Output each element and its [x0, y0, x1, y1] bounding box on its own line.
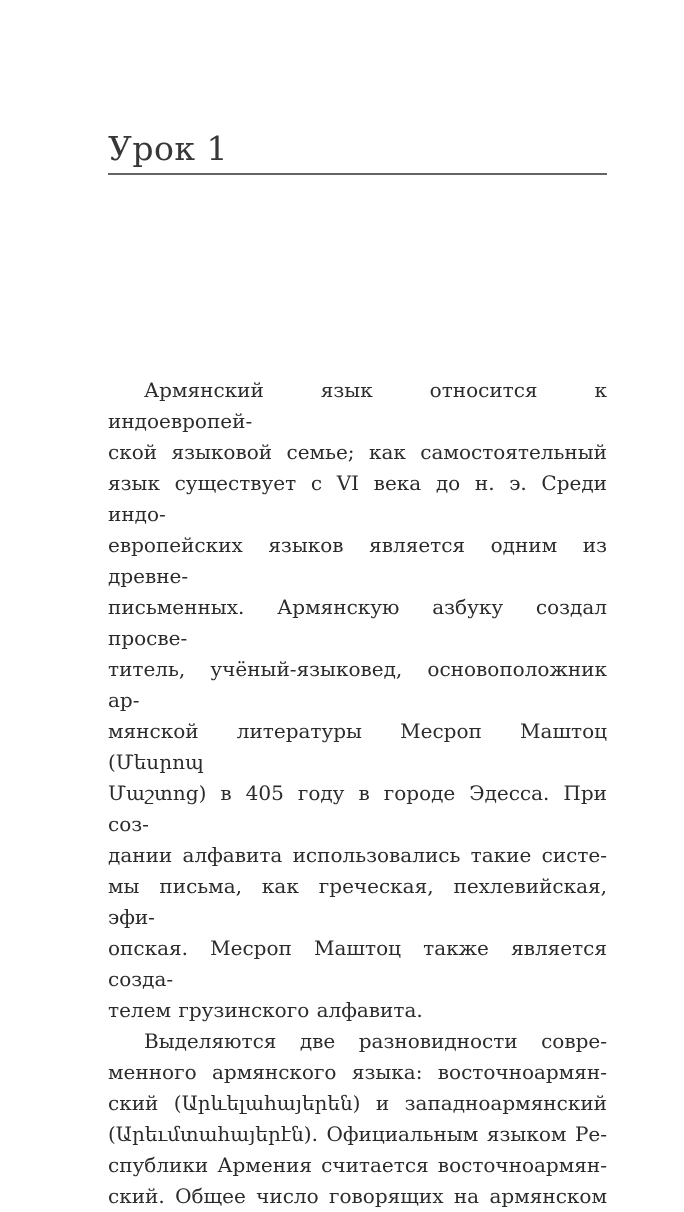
text-line: мянской литературы Месроп Маштоц (Մեսրոպ [108, 719, 607, 774]
header-rule [108, 173, 607, 175]
text-line: дании алфавита использовались такие систе- [108, 843, 607, 867]
text-line: (Արեւմտահայերէն). Официальным языком Ре- [108, 1122, 607, 1146]
text-line: менного армянского языка: восточноармян- [108, 1060, 607, 1084]
text-line: Выделяются две разновидности совре- [144, 1029, 607, 1053]
page-body [108, 375, 607, 1212]
text-line: ский. Общее число говорящих на армянском [108, 1184, 607, 1208]
text-line: письменных. Армянскую азбуку создал просве- [108, 595, 607, 650]
text-line: телем грузинского алфавита. [108, 998, 423, 1022]
lesson-header [108, 130, 607, 175]
text-line: ский (Արևելահայերեն) и западноармянский [108, 1091, 607, 1115]
page-title: Урок 1 [108, 129, 228, 168]
text-line: Армянский язык относится к индоевропей- [108, 378, 607, 433]
text-line: мы письма, как греческая, пехлевийская, эфи- [108, 874, 607, 929]
text-line: Մաշտոց) в 405 году в городе Эдесса. При соз- [108, 781, 607, 836]
text-line: титель, учёный-языковед, основоположник ар- [108, 657, 607, 712]
text-line: язык существует с VI века до н. э. Среди индо- [108, 471, 607, 526]
text-line: европейских языков является одним из древне- [108, 533, 607, 588]
text-line: ской языковой семье; как самостоятельный [108, 440, 607, 464]
text-line: спублики Армения считается восточноармян- [108, 1153, 607, 1177]
text-line: опская. Месроп Маштоц также является созда- [108, 936, 607, 991]
